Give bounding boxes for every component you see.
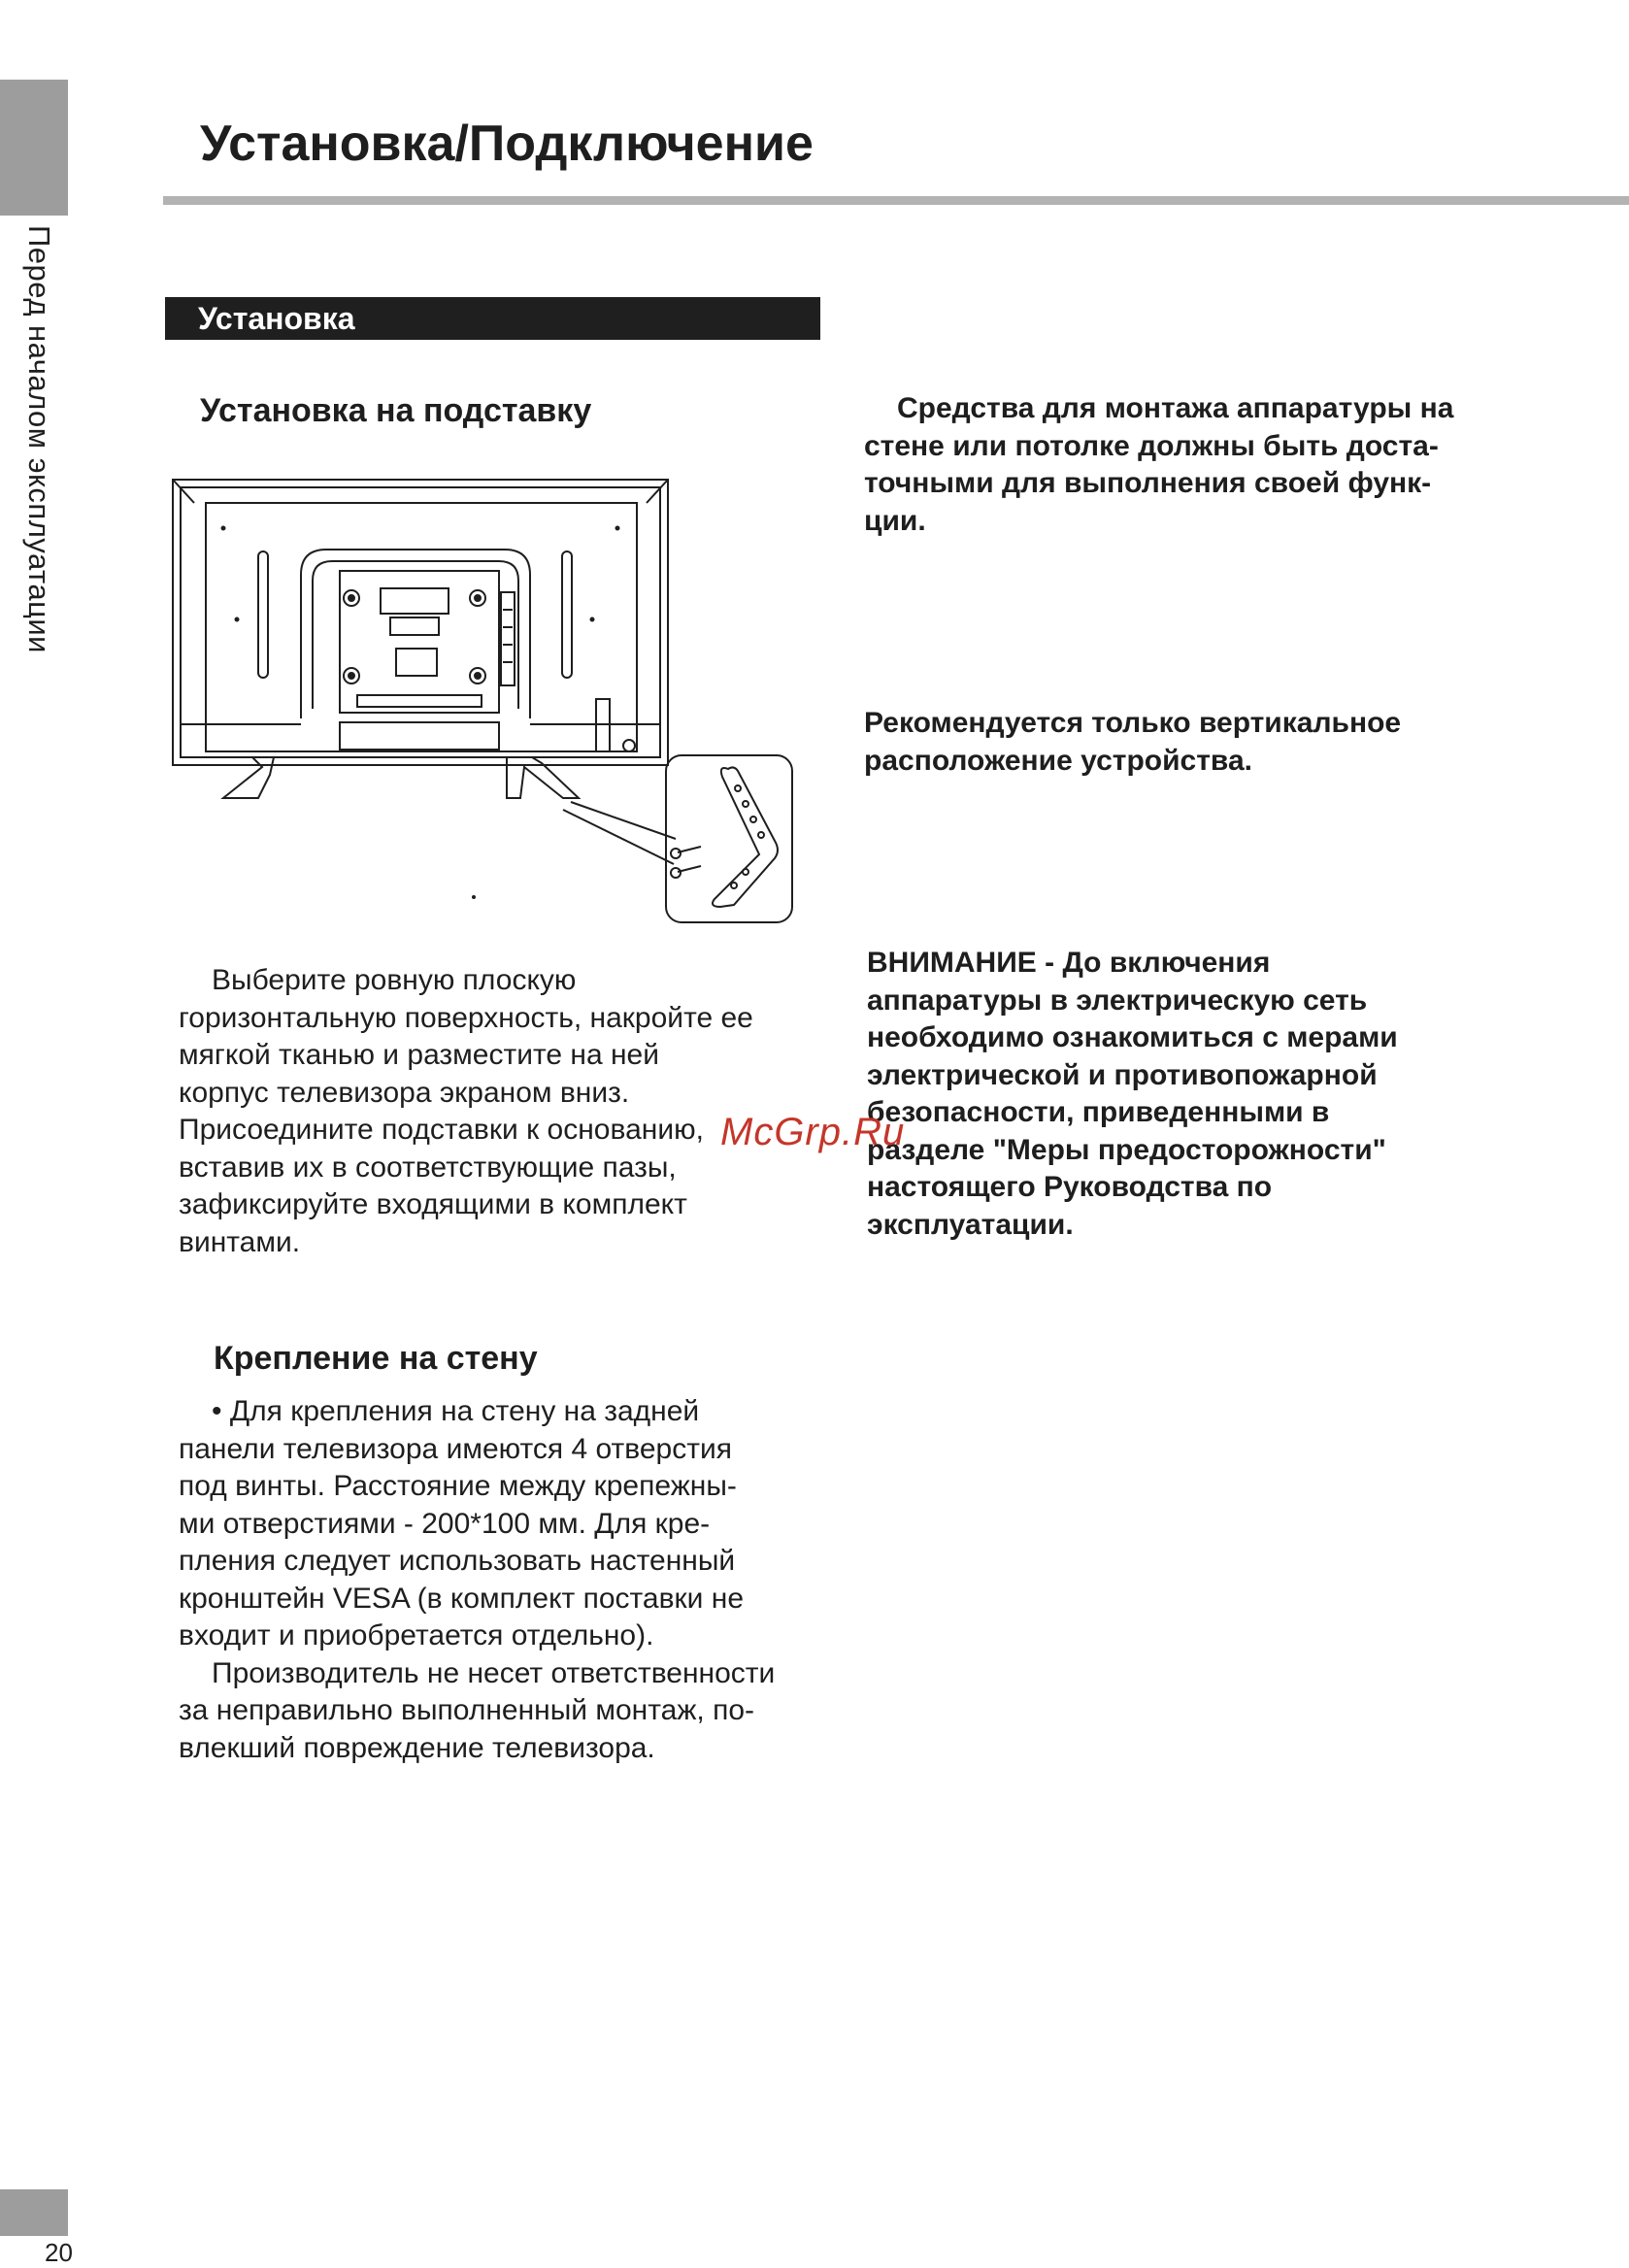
page-number: 20 xyxy=(45,2238,73,2267)
text-line: влекший повреждение телевизора. xyxy=(179,1731,655,1764)
side-tab-marker xyxy=(0,80,68,216)
text-line: ВНИМАНИЕ - До включения xyxy=(867,947,1271,979)
stand-heading: Установка на подставку xyxy=(200,392,592,429)
text-line: необходимо ознакомиться с мерами xyxy=(867,1021,1398,1053)
text-line: кронштейн VESA (в комплект поставки не xyxy=(179,1582,745,1615)
section-header: Установка xyxy=(165,297,820,340)
text-line: ции. xyxy=(864,504,926,537)
text-line: пления следует использовать настенный xyxy=(179,1545,736,1577)
side-tab-label: Перед началом эксплуатации xyxy=(22,225,56,653)
watermark: McGrp.Ru xyxy=(720,1111,906,1153)
title-divider xyxy=(163,196,1629,205)
text-line: ми отверстиями - 200*100 мм. Для кре- xyxy=(179,1507,711,1540)
warning-note xyxy=(867,945,1546,1244)
text-line: расположение устройства. xyxy=(864,744,1252,777)
text-line: корпус телевизора экраном вниз. xyxy=(179,1076,630,1109)
vertical-note xyxy=(864,705,1544,780)
text-line: безопасности, приведенными в xyxy=(867,1096,1330,1128)
text-line: разделе "Меры предосторожности" xyxy=(867,1133,1386,1166)
text-line: эксплуатации. xyxy=(867,1208,1074,1241)
text-line: за неправильно выполненный монтаж, по- xyxy=(179,1694,754,1726)
text-line: Средства для монтажа аппаратуры на xyxy=(897,392,1454,424)
text-line: Присоедините подставки к основанию, xyxy=(179,1114,704,1146)
text-line: Производитель не несет ответственности xyxy=(212,1656,776,1689)
text-line: Рекомендуется только вертикальное xyxy=(864,707,1402,739)
text-line: настоящего Руководства по xyxy=(867,1171,1273,1203)
text-line: панели телевизора имеются 4 отверстия xyxy=(179,1432,732,1465)
tv-back-drawing xyxy=(165,474,835,930)
text-line: под винты. Расстояние между крепежны- xyxy=(179,1470,737,1502)
text-line: • Для крепления на стену на задней xyxy=(212,1395,700,1427)
page-number-marker xyxy=(0,2189,68,2236)
text-line: вставив их в соответствующие пазы, xyxy=(179,1151,677,1184)
text-line: винтами. xyxy=(179,1225,301,1258)
text-line: точными для выполнения своей функ- xyxy=(864,467,1432,499)
wall-heading: Крепление на стену xyxy=(214,1340,538,1377)
wall-instructions xyxy=(179,1393,839,1767)
text-line: входит и приобретается отдельно). xyxy=(179,1619,654,1651)
text-line: аппаратуры в электрическую сеть xyxy=(867,984,1368,1017)
text-line: зафиксируйте входящими в комплект xyxy=(179,1188,687,1220)
mount-note xyxy=(864,390,1544,540)
text-line: стене или потолке должны быть доста- xyxy=(864,429,1439,462)
text-line: электрической и противопожарной xyxy=(867,1058,1378,1091)
tv-back-illustration xyxy=(165,474,835,935)
text-line: Выберите ровную плоскую xyxy=(212,964,577,996)
text-line: горизонтальную поверхность, накройте ее xyxy=(179,1001,753,1034)
page-title: Установка/Подключение xyxy=(200,116,814,172)
text-line: мягкой тканью и разместите на ней xyxy=(179,1039,659,1071)
